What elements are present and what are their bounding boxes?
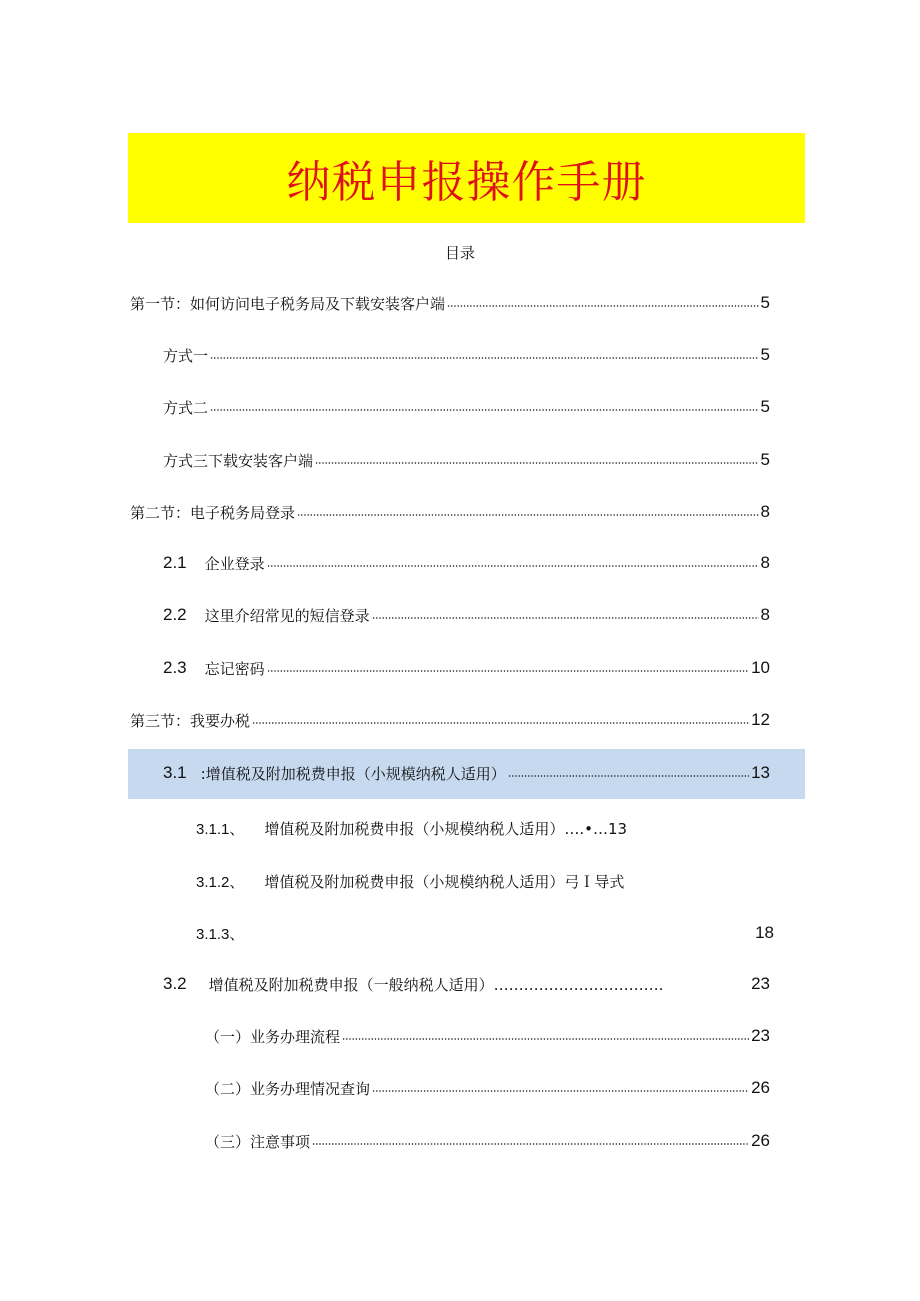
toc-entry-text: 这里介绍常见的短信登录 xyxy=(204,606,370,625)
toc-leader-dots xyxy=(267,666,749,676)
toc-leader-dots xyxy=(252,718,749,728)
toc-entry-process[interactable] xyxy=(205,1022,770,1050)
toc-entry-number: 2.3 xyxy=(163,658,187,677)
toc-leader-dots xyxy=(372,613,759,623)
toc-entry-page: 8 xyxy=(760,553,770,572)
toc-entry-text: 增值税及附加税费申报（一般纳税人适用）……………………………. xyxy=(208,975,664,994)
toc-leader-dots xyxy=(508,771,749,781)
toc-entry-text: 方式二 xyxy=(163,398,209,417)
toc-entry-2-1[interactable] xyxy=(163,549,770,577)
toc-entry-text: （二）业务办理情况查询 xyxy=(205,1079,371,1098)
toc-heading: 目录 xyxy=(444,244,475,262)
toc-leader-dots xyxy=(342,1034,749,1044)
toc-entry-page: 5 xyxy=(760,293,770,312)
toc-entry-number: 2.2 xyxy=(163,605,187,624)
toc-entry-section-2[interactable] xyxy=(130,498,770,526)
toc-entry-section-3[interactable] xyxy=(130,706,770,734)
toc-entry-text: 第二节：电子税务局登录 xyxy=(130,503,296,522)
toc-leader-dots xyxy=(372,1086,749,1096)
toc-entry-text: 第一节：如何访问电子税务局及下载安装客户端 xyxy=(130,294,446,313)
toc-entry-text: 方式三下载安装客户端 xyxy=(163,451,314,470)
toc-entry-text: 方式一 xyxy=(163,346,209,365)
toc-entry-number: 3.1 xyxy=(163,763,187,782)
toc-entry-3-1[interactable] xyxy=(163,759,770,787)
toc-entry-3-1-2[interactable] xyxy=(196,867,716,895)
toc-leader-dots xyxy=(312,1139,749,1149)
toc-leader-dots xyxy=(315,458,759,468)
toc-entry-text: :增值税及附加税费申报（小规模纳税人适用） xyxy=(200,764,506,783)
toc-entry-2-2[interactable] xyxy=(163,601,770,629)
toc-leader-dots xyxy=(267,561,759,571)
toc-entry-page: 10 xyxy=(751,658,770,677)
toc-entry-3-1-3[interactable] xyxy=(196,919,774,947)
toc-entry-3-1-1[interactable] xyxy=(196,814,716,842)
toc-entry-page: 26 xyxy=(751,1131,770,1150)
toc-leader-dots xyxy=(210,353,759,363)
toc-entry-text: 增值税及附加税费申报（小规模纳税人适用）弓Ｉ导式 xyxy=(264,872,625,891)
toc-entry-text: 忘记密码 xyxy=(204,659,265,678)
toc-entry-number: 2.1 xyxy=(163,553,187,572)
toc-entry-number: 3.2 xyxy=(163,974,187,993)
toc-entry-text: 第三节：我要办税 xyxy=(130,711,251,730)
toc-entry-text: 增值税及附加税费申报（小规模纳税人适用）….•…13 xyxy=(264,819,628,838)
toc-entry-notes[interactable] xyxy=(205,1127,770,1155)
toc-entry-page: 13 xyxy=(751,763,770,782)
toc-entry-page: 8 xyxy=(760,502,770,521)
document-title: 纳税申报操作手册 xyxy=(286,157,647,208)
toc-entry-page: 5 xyxy=(760,345,770,364)
toc-entry-number: 3.1.2、 xyxy=(196,873,245,891)
toc-entry-page: 12 xyxy=(751,710,770,729)
title-banner xyxy=(128,133,805,223)
toc-entry-page: 5 xyxy=(760,450,770,469)
toc-entry-page: 26 xyxy=(751,1078,770,1097)
toc-entry-method-2[interactable] xyxy=(163,393,770,421)
toc-entry-page: 23 xyxy=(751,974,770,993)
toc-entry-method-3[interactable] xyxy=(163,446,770,474)
toc-entry-page: 8 xyxy=(760,605,770,624)
toc-entry-3-2[interactable] xyxy=(163,970,770,998)
toc-leader-dots xyxy=(297,510,759,520)
toc-entry-method-1[interactable] xyxy=(163,341,770,369)
toc-leader-dots xyxy=(447,301,759,311)
toc-entry-page: 23 xyxy=(751,1026,770,1045)
toc-entry-page: 5 xyxy=(760,397,770,416)
toc-entry-2-3[interactable] xyxy=(163,654,770,682)
toc-entry-page: 18 xyxy=(755,923,774,942)
toc-entry-number: 3.1.3、 xyxy=(196,925,245,943)
toc-entry-text: （一）业务办理流程 xyxy=(205,1027,341,1046)
toc-entry-text: （三）注意事项 xyxy=(205,1132,311,1151)
toc-entry-text: 企业登录 xyxy=(204,554,265,573)
toc-leader-dots xyxy=(210,405,759,415)
toc-entry-query[interactable] xyxy=(205,1074,770,1102)
toc-entry-number: 3.1.1、 xyxy=(196,820,245,838)
toc-entry-section-1[interactable] xyxy=(130,289,770,317)
